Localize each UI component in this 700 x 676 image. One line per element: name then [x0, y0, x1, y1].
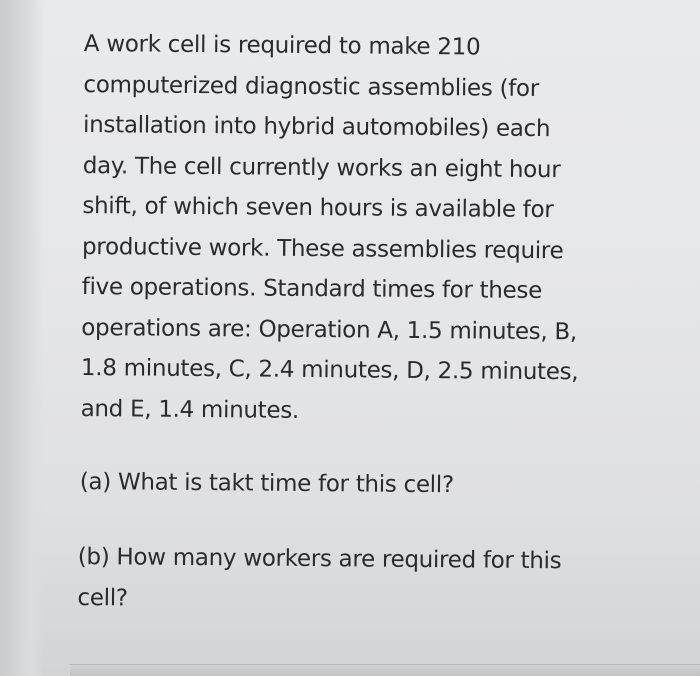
question-a: (a) What is takt time for this cell?	[79, 468, 454, 499]
problem-line: five operations. Standard times for these	[81, 273, 543, 305]
problem-line: shift, of which seven hours is available for	[82, 192, 554, 224]
problem-line: operations are: Operation A, 1.5 minutes, B,	[81, 314, 578, 345]
question-b	[77, 537, 648, 623]
page-shadow-edge	[0, 0, 44, 676]
problem-line: installation into hybrid automobiles) each	[83, 111, 551, 143]
question-b-line: (b) How many workers are required for this	[77, 543, 562, 575]
problem-line: computerized diagnostic assemblies (for	[83, 71, 540, 102]
bottom-edge-bar	[70, 664, 700, 676]
problem-line: day. The cell currently works an eight hour	[82, 152, 561, 183]
problem-line: A work cell is required to make 210	[83, 30, 481, 61]
problem-statement	[80, 24, 654, 434]
problem-line: 1.8 minutes, C, 2.4 minutes, D, 2.5 minutes,	[80, 354, 579, 386]
problem-line: productive work. These assemblies require	[81, 233, 564, 264]
document-content	[77, 24, 654, 611]
problem-line: and E, 1.4 minutes.	[80, 395, 300, 424]
question-b-line: cell?	[77, 584, 128, 611]
